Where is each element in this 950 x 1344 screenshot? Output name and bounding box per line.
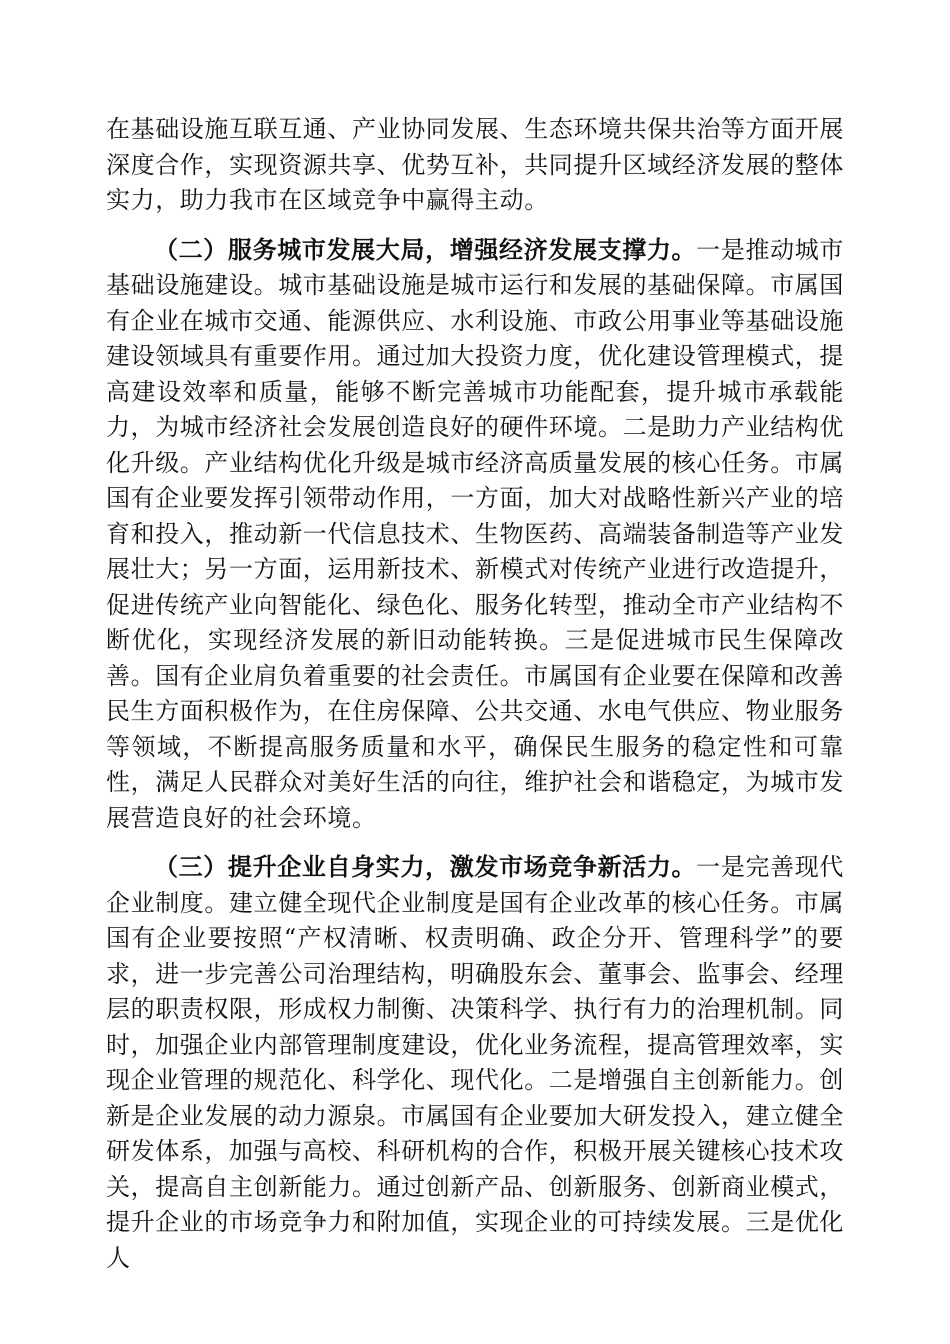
document-page [106,112,844,1276]
paragraph-continuation [106,112,844,219]
paragraph-body: 一是完善现代企业制度。建立健全现代企业制度是国有企业改革的核心任务。市属国有企业要按照“产权清晰、权责明确、政企分开、管理科学”的要求，进一步完善公司治理结构，明确股东会、董事会、监事会、经理层的职责权限，形成权力制衡、决策科学、执行有力的治理机制。同时，加强企业内部管理制度建设，优化业务流程，提高管理效率，实现企业管理的规范化、科学化、现代化。二是增强自主创新能力。创新是企业发展的动力源泉。市属国有企业要加大研发投入，建立健全研发体系，加强与高校、科研机构的合作，积极开展关键核心技术攻关，提高自主创新能力。通过创新产品、创新服务、创新商业模式，提升企业的市场竞争力和附加值，实现企业的可持续发展。三是优化人 [106,853,844,1272]
section-heading: （三）提升企业自身实力，激发市场竞争新活力。 [154,852,697,881]
paragraph-section-three [106,849,844,1276]
paragraph-section-two [106,232,844,837]
paragraph-body: 在基础设施互联互通、产业协同发展、生态环境共保共治等方面开展深度合作，实现资源共享、优势互补，共同提升区域经济发展的整体实力，助力我市在区域竞争中赢得主动。 [106,115,844,214]
paragraph-body: 一是推动城市基础设施建设。城市基础设施是城市运行和发展的基础保障。市属国有企业在城市交通、能源供应、水利设施、市政公用事业等基础设施建设领域具有重要作用。通过加大投资力度，优化建设管理模式，提高建设效率和质量，能够不断完善城市功能配套，提升城市承载能力，为城市经济社会发展创造良好的硬件环境。二是助力产业结构优化升级。产业结构优化升级是城市经济高质量发展的核心任务。市属国有企业要发挥引领带动作用，一方面，加大对战略性新兴产业的培育和投入，推动新一代信息技术、生物医药、高端装备制造等产业发展壮大；另一方面，运用新技术、新模式对传统产业进行改造提升，促进传统产业向智能化、绿色化、服务化转型，推动全市产业结构不断优化，实现经济发展的新旧动能转换。三是促进城市民生保障改善。国有企业肩负着重要的社会责任。市属国有企业要在保障和改善民生方面积极作为，在住房保障、公共交通、水电气供应、物业服务等领域，不断提高服务质量和水平，确保民生服务的稳定性和可靠性，满足人民群众对美好生活的向往，维护社会和谐稳定，为城市发展营造良好的社会环境。 [106,235,844,832]
section-heading: （二）服务城市发展大局，增强经济发展支撑力。 [154,234,697,264]
